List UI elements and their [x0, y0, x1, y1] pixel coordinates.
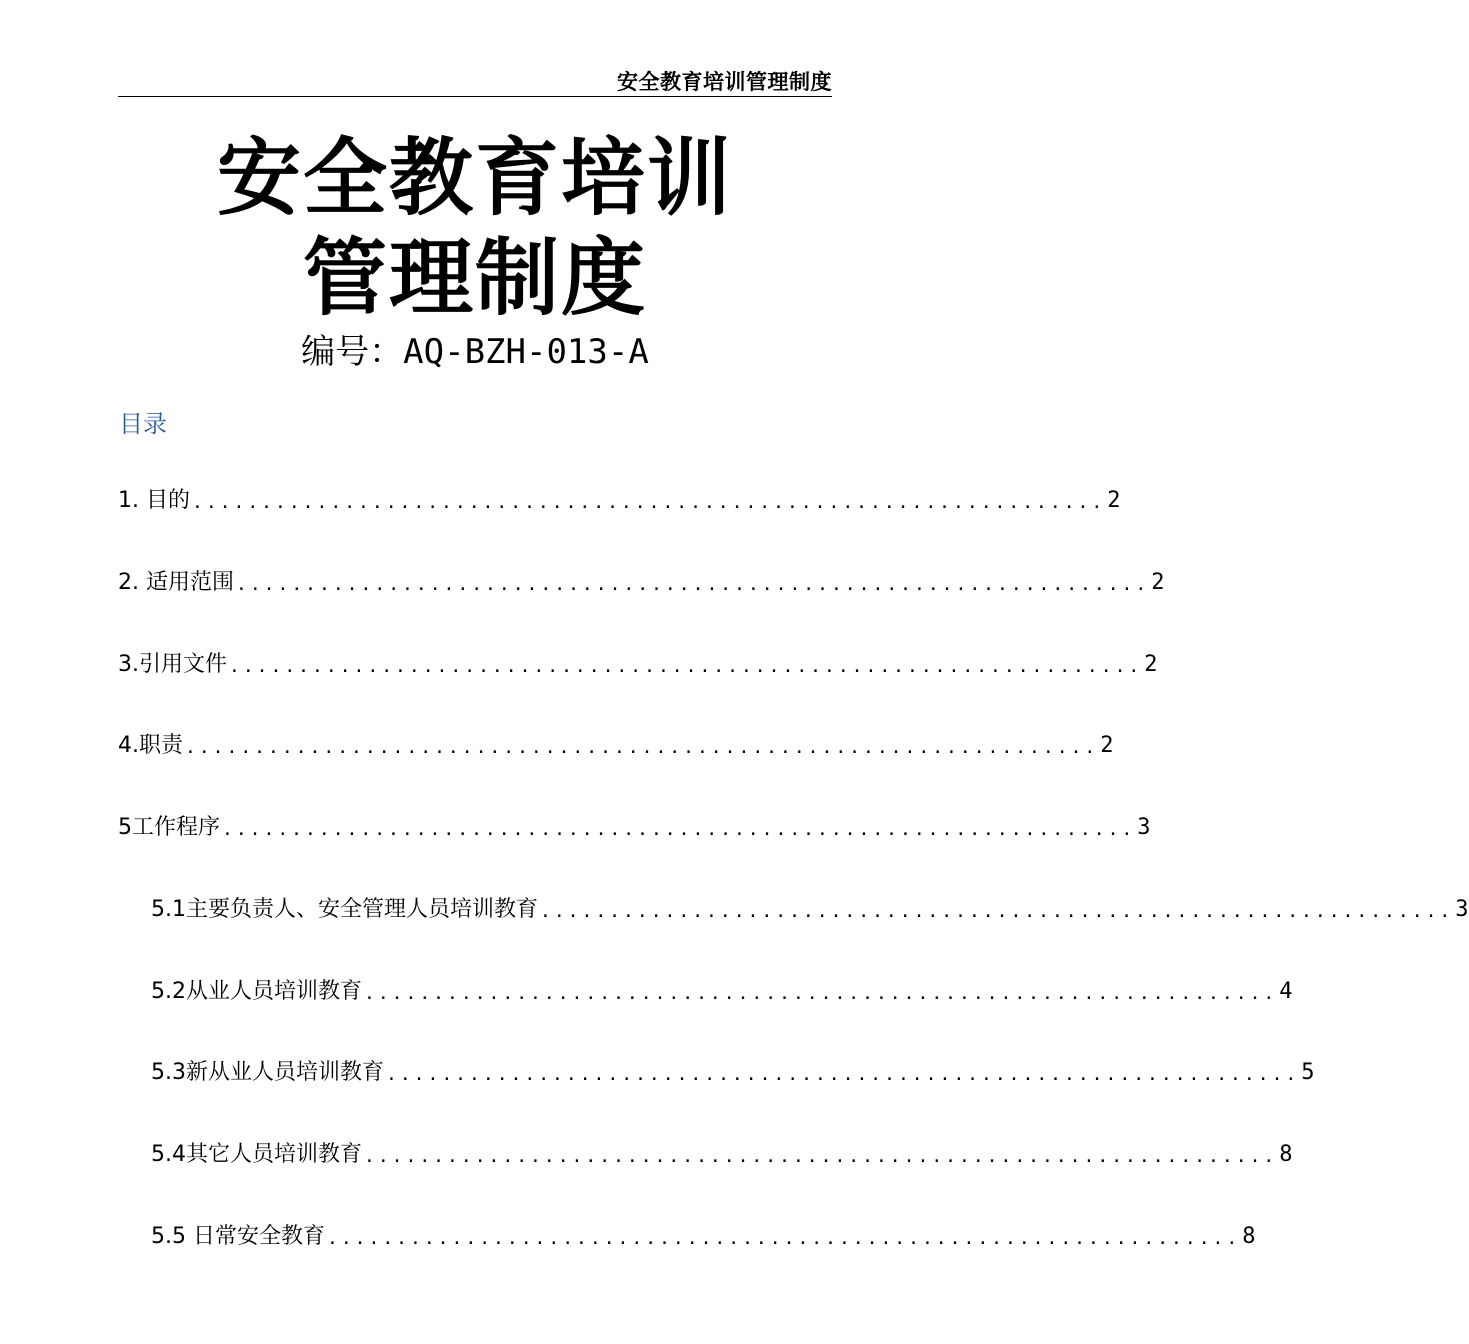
- toc-dot-leader: ..................................................................: [364, 983, 1278, 1004]
- toc-entry-label: 2. 适用范围: [118, 570, 234, 595]
- toc-entry[interactable]: [118, 731, 1114, 761]
- toc-dot-leader: ..................................................................: [235, 574, 1150, 595]
- toc-entry-page: 5: [1301, 1060, 1315, 1085]
- toc-entry[interactable]: [151, 1222, 1256, 1252]
- toc-entry[interactable]: [118, 568, 1165, 598]
- toc-entry[interactable]: [151, 1140, 1293, 1170]
- toc-entry-label: 5.2从业人员培训教育: [151, 979, 362, 1004]
- toc-entry-page: 3: [1455, 897, 1469, 922]
- toc-entry-label: 5工作程序: [118, 815, 220, 840]
- toc-entry-label: 4.职责: [118, 733, 183, 758]
- toc-dot-leader: ..................................................................: [326, 1228, 1241, 1249]
- document-code-prefix: 编号：: [301, 332, 404, 372]
- toc-entry-page: 2: [1144, 652, 1158, 677]
- toc-dot-leader: ..................................................................: [386, 1064, 1300, 1085]
- toc-dot-leader: ..................................................................: [364, 1146, 1278, 1167]
- toc-entry[interactable]: [118, 650, 1158, 680]
- toc-dot-leader: ..................................................................: [229, 656, 1143, 677]
- toc-entry[interactable]: [151, 1058, 1315, 1088]
- document-title-line-1: 安全教育培训: [216, 129, 733, 227]
- toc-entry-label: 5.5 日常安全教育: [151, 1224, 325, 1249]
- toc-entry-page: 2: [1100, 733, 1114, 758]
- toc-entry[interactable]: [118, 486, 1121, 516]
- page-header: [118, 60, 832, 97]
- toc-entry[interactable]: [151, 895, 1469, 925]
- toc-dot-leader: ..................................................................: [222, 819, 1136, 840]
- toc-dot-leader: ..................................................................: [185, 737, 1099, 758]
- toc-entry-page: 4: [1279, 979, 1293, 1004]
- toc-dot-leader: ..................................................................: [191, 492, 1106, 513]
- toc-entry-page: 8: [1279, 1142, 1293, 1167]
- toc-entry[interactable]: [151, 977, 1293, 1007]
- toc-heading: 目录: [119, 410, 167, 438]
- document-code: [0, 330, 950, 374]
- document-title-line-2: 管理制度: [302, 229, 647, 327]
- toc-entry-label: 5.1主要负责人、安全管理人员培训教育: [151, 897, 538, 922]
- toc-entry-page: 8: [1242, 1224, 1256, 1249]
- toc-entry-label: 5.3新从业人员培训教育: [151, 1060, 384, 1085]
- toc-entry-label: 5.4其它人员培训教育: [151, 1142, 362, 1167]
- document-code-value: AQ-BZH-013-A: [403, 332, 649, 372]
- toc-entry-label: 1. 目的: [118, 488, 190, 513]
- toc-dot-leader: ..................................................................: [540, 901, 1454, 922]
- toc-entry[interactable]: [118, 813, 1151, 843]
- toc-entry-page: 3: [1137, 815, 1151, 840]
- toc-entry-page: 2: [1151, 570, 1165, 595]
- header-title: 安全教育培训管理制度: [617, 70, 832, 94]
- toc-entry-label: 3.引用文件: [118, 652, 227, 677]
- toc-entry-page: 2: [1107, 488, 1121, 513]
